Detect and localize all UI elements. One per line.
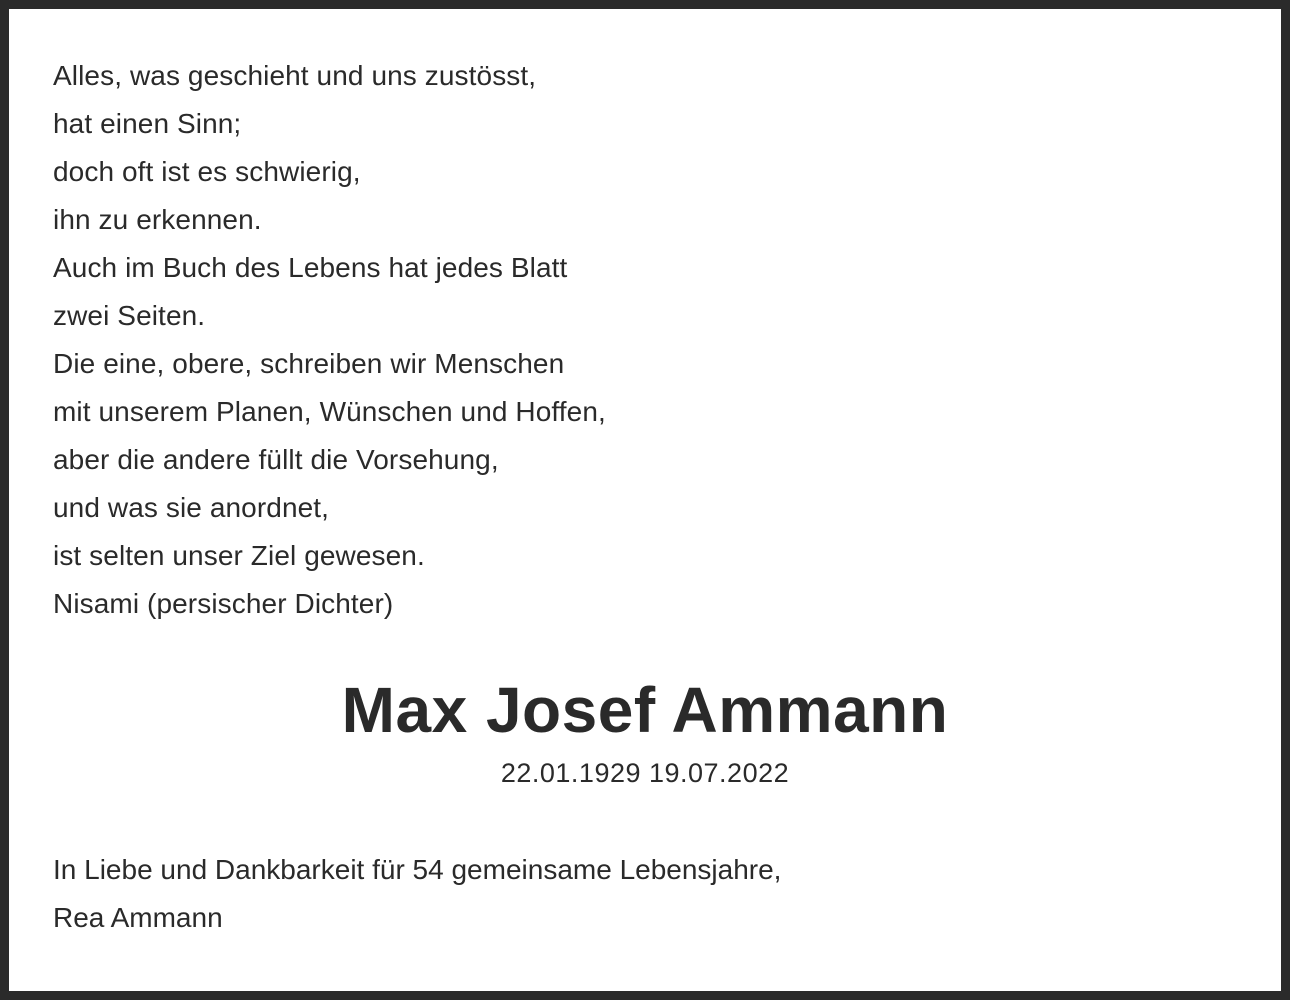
poem-line: mit unserem Planen, Wünschen und Hoffen, [53, 396, 606, 427]
deceased-name: Max Josef Ammann [341, 674, 949, 746]
poem-line: Die eine, obere, schreiben wir Menschen [53, 348, 565, 379]
closing [53, 846, 781, 942]
poem [53, 52, 606, 628]
obituary-card [9, 9, 1281, 991]
poem-line: Auch im Buch des Lebens hat jedes Blatt [53, 252, 568, 283]
dedication-text: In Liebe und Dankbarkeit für 54 gemeinsame Lebensjahre, [53, 854, 782, 885]
poem-line: ihn zu erkennen. [53, 204, 262, 235]
life-dates: 22.01.1929 19.07.2022 [500, 758, 790, 788]
poem-line: zwei Seiten. [53, 300, 206, 331]
signature: Rea Ammann [53, 902, 223, 933]
poem-line: aber die andere füllt die Vorsehung, [53, 444, 499, 475]
poem-line: Alles, was geschieht und uns zustösst, [53, 60, 537, 91]
poem-line: doch oft ist es schwierig, [53, 156, 361, 187]
poem-line: ist selten unser Ziel gewesen. [53, 540, 425, 571]
poem-line: hat einen Sinn; [53, 108, 242, 139]
poem-attribution: Nisami (persischer Dichter) [53, 588, 394, 619]
poem-line: und was sie anordnet, [53, 492, 330, 523]
